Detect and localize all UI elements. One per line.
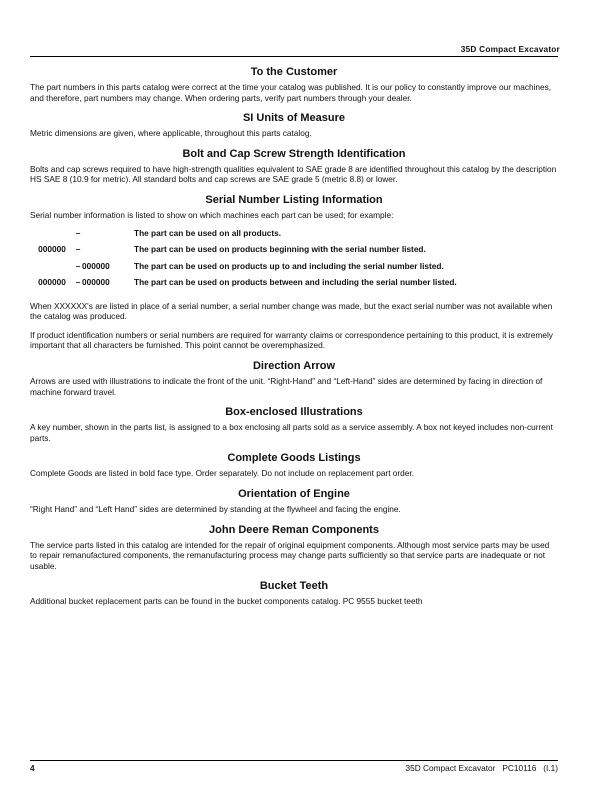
section-text-bolt: Bolts and cap screws required to have high-strength qualities equivalent to SAE grade 8 are identified throughout this catalog by the description HS SAE 8 (10.9 for metric). All standard bolts and cap screws are SAE grade 5 (metric 8.8) or lower. bbox=[30, 163, 557, 185]
section-heading-customer: To the Customer bbox=[250, 66, 338, 78]
section-text-teeth: Additional bucket replacement parts can be found in the bucket components catalog. PC 9555 bucket teeth bbox=[30, 596, 423, 607]
table-row bbox=[30, 258, 457, 275]
serial-start: 000000 bbox=[38, 244, 66, 255]
header-title: 35D Compact Excavator bbox=[460, 44, 560, 54]
header-rule bbox=[30, 56, 558, 57]
serial-end bbox=[82, 241, 134, 258]
serial-start: 000000 bbox=[38, 277, 66, 288]
section-heading-box: Box-enclosed Illustrations bbox=[225, 406, 363, 419]
page-number: 4 bbox=[30, 763, 35, 773]
section-heading-goods: Complete Goods Listings bbox=[227, 452, 361, 465]
serial-start bbox=[30, 258, 74, 275]
table-row bbox=[30, 225, 457, 242]
section-heading-bolt: Bolt and Cap Screw Strength Identification bbox=[182, 147, 406, 160]
section-heading-arrow: Direction Arrow bbox=[252, 359, 336, 372]
serial-end: 000000 bbox=[82, 277, 110, 288]
serial-dash: – bbox=[75, 277, 81, 288]
section-text-reman: The service parts listed in this catalog are intended for the repair of original equipment components. Although most service parts may be used to repair remanufactured components, the remanufacturing process may change parts sufficiently so that service parts are inadequate or not usable. bbox=[30, 539, 550, 571]
section-text-box: A key number, shown in the parts list, is assigned to a box enclosing all parts sold as a service assembly. A box not keyed includes non-current parts. bbox=[30, 422, 553, 443]
serial-description: The part can be used on products between and including the serial number listed. bbox=[134, 277, 457, 288]
section-heading-reman: John Deere Reman Components bbox=[209, 523, 379, 536]
section-text-serial-note2: If product identification numbers or serial numbers are required for warranty claims or correspondence pertaining to this product, it is extremely important that all characters be furnished. This point cannot be overemphasized. bbox=[30, 329, 553, 351]
serial-start bbox=[30, 225, 74, 242]
section-text-arrow: Arrows are used with illustrations to indicate the front of the unit. “Right-Hand” and “Left-Hand” sides are determined by facing in direction of machine forward travel. bbox=[30, 375, 543, 397]
serial-description: The part can be used on products beginning with the serial number listed. bbox=[134, 244, 426, 255]
serial-description: The part can be used on products up to and including the serial number listed. bbox=[134, 260, 444, 271]
section-heading-serial: Serial Number Listing Information bbox=[205, 193, 383, 206]
footer-rule bbox=[30, 760, 558, 761]
section-heading-teeth: Bucket Teeth bbox=[259, 580, 329, 593]
table-row bbox=[30, 274, 457, 291]
section-text-engine: “Right Hand” and “Left Hand” sides are determined by standing at the flywheel and facing the engine. bbox=[30, 503, 401, 514]
section-text-serial-intro: Serial number information is listed to show on which machines each part can be used; for example: bbox=[30, 209, 394, 220]
section-text-goods: Complete Goods are listed in bold face type. Order separately. Do not include on replacement part order. bbox=[30, 468, 415, 479]
section-heading-engine: Orientation of Engine bbox=[238, 487, 350, 500]
catalog-content bbox=[30, 60, 558, 615]
serial-end bbox=[82, 225, 134, 242]
section-text-si-units: Metric dimensions are given, where applicable, throughout this parts catalog. bbox=[30, 128, 312, 139]
section-heading-si-units: SI Units of Measure bbox=[242, 112, 346, 125]
section-text-customer: The part numbers in this parts catalog were correct at the time your catalog was published. It is our policy to constantly improve our machines, and therefore, part numbers may change. When ordering parts, verify part numbers through your dealer. bbox=[30, 82, 552, 103]
serial-dash: – bbox=[75, 244, 81, 255]
section-text-serial-note1: When XXXXXX's are listed in place of a serial number, a serial number change was made, but the exact serial number was not available when the catalog was produced. bbox=[30, 300, 553, 322]
serial-end: 000000 bbox=[82, 260, 110, 271]
footer-info: 35D Compact Excavator PC10116 (I.1) bbox=[405, 763, 558, 773]
serial-description: The part can be used on all products. bbox=[134, 227, 282, 238]
table-row bbox=[30, 241, 457, 258]
serial-dash: – bbox=[75, 227, 81, 238]
serial-example-table bbox=[30, 225, 457, 291]
serial-dash: – bbox=[75, 260, 81, 271]
